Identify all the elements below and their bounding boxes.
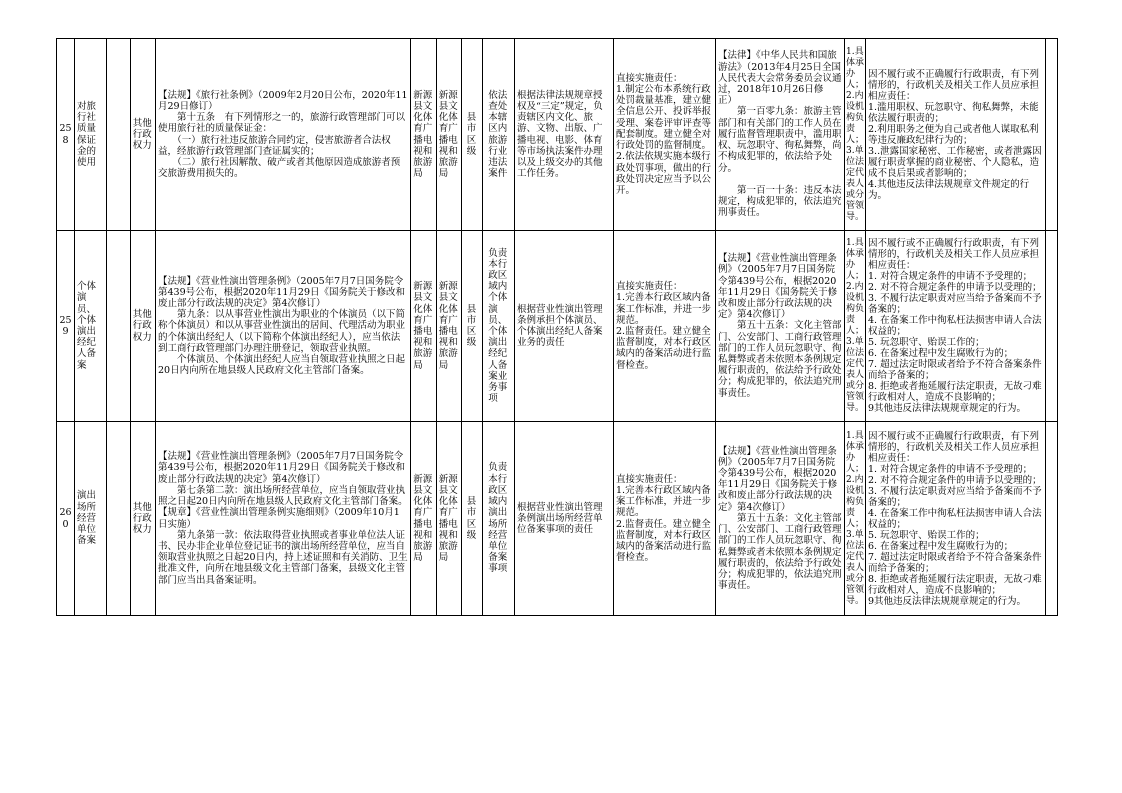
power-category-text: 其他行政权力 bbox=[132, 117, 152, 152]
implementing-body bbox=[411, 231, 437, 422]
legal-basis bbox=[156, 39, 411, 231]
sub-item-cell bbox=[107, 231, 131, 422]
duty-scope bbox=[483, 231, 515, 422]
jurisdiction-level bbox=[462, 422, 483, 616]
power-category bbox=[131, 39, 156, 231]
jurisdiction-level bbox=[462, 39, 483, 231]
power-category-text: 其他行政权力 bbox=[132, 501, 152, 536]
sub-item-cell bbox=[107, 422, 131, 616]
power-category bbox=[131, 422, 156, 616]
power-category-text: 其他行政权力 bbox=[132, 309, 152, 343]
table-row bbox=[57, 39, 1058, 231]
table-row bbox=[57, 231, 1058, 422]
responsibility-content-text: 直接实施责任： 1.完善本行政区域内备案工作标准，并进一步规范。 2.监督责任。建立健全监督制度，对本行政区域内的备案活动进行监督检查。 bbox=[616, 473, 712, 564]
duty-scope bbox=[483, 422, 515, 616]
legal-basis-text: 【法规】《营业性演出管理条例》（2005年7月7日国务院令第439号公布，根据2020年11月29日《国务院关于修改和废止部分行政法规的决定》第4次修订） 第九条：以从事营业性演出为职业的个体演员（以下简称个体演员）和以从事营业性演出的居间、代理活动为职业的个体演出经纪人（以下简称个体演出经纪人），应当依法到工商行政管理部门办理注册登记，领取营业执照。 个体演员、个体演出经纪人应当自领取营业执照之日起20日内向所在地县级人民政府文化主管部门备案。 bbox=[158, 275, 406, 377]
row-number-text: 258 bbox=[59, 123, 72, 146]
legal-basis bbox=[156, 422, 411, 616]
item-name-text: 个体演员、个体演出经纪人备案 bbox=[77, 281, 97, 371]
duty-scope bbox=[483, 39, 515, 231]
responsibility-content bbox=[614, 39, 716, 231]
remarks-cell bbox=[1046, 422, 1058, 616]
accountability-basis bbox=[716, 422, 845, 616]
responsible-unit-text: 新源县文化体育广播电视和旅游局 bbox=[438, 473, 458, 564]
responsible-persons-text: 1.具体承办人； 2.内设机构负责人； 3.单位法定代表人或分管领导。 bbox=[846, 238, 865, 413]
jurisdiction-level-text: 县市区级 bbox=[466, 496, 477, 541]
responsibility-content-text: 直接实施责任： 1.完善本行政区域内备案工作标准，并进一步规范。 2.监督责任。建立健全监督制度，对本行政区域内的备案活动进行监督检查。 bbox=[616, 281, 712, 371]
accountability-basis-text: 【法律】《中华人民共和国旅游法》（2013年4月25日全国人民代表大会常务委员会议通过，2018年10月26日修正） 第一百零九条：旅游主管部门和有关部门的工作人员在履行监督管理职责中，滥用职权、玩忽职守、徇私舞弊，尚不构成犯罪的，依法给予处分。 第一百一十条：违反本法规定，构成犯罪的，依法追究刑事责任。 bbox=[718, 50, 842, 219]
duty-scope-text: 负责本行政区域内个体演员、个体演出经纪人备案业务事项 bbox=[488, 247, 508, 405]
responsibility-basis-text: 根据营业性演出管理条例演出场所经营单位备案事项的责任 bbox=[517, 501, 603, 536]
row-number bbox=[57, 39, 75, 231]
accountability-cases bbox=[866, 231, 1046, 422]
responsible-unit bbox=[437, 231, 462, 422]
legal-basis-text: 【法规】《旅行社条例》（2009年2月20日公布，2020年11月29日修订） 第十五条 有下列情形之一的，旅游行政管理部门可以使用旅行社的质量保证金： （一）旅行社违反旅游合同约定，侵害旅游者合法权益，经旅游行政管理部门查证属实的； （二）旅行社因解散、破产或者其他原因造成旅游者预交旅游费用损失的。 bbox=[158, 89, 408, 180]
accountability-basis-text: 【法规】《营业性演出管理条例》（2005年7月7日国务院令第439号公布，根据2020年11月29日《国务院关于修改和废止部分行政法规的决定》第4次修订） 第五十五条：文化主管部门、公安部门、工商行政管理部门的工作人员玩忽职守、徇私舞弊或者未依照本条例规定履行职责的，依法给予行政处分；构成犯罪的，依法追究刑事责任。 bbox=[718, 253, 842, 399]
legal-basis-text: 【法规】《营业性演出管理条例》（2005年7月7日国务院令第439号公布，根据2020年11月29日《国务院关于修改和废止部分行政法规的决定》第4次修订） 第七条第二款：演出场所经营单位，应当自领取营业执照之日起20日内向所在地县级人民政府文化主管部门备案。 【规章】《营业性演出管理条例实施细则》（2009年10月1日实施） 第九条第一款：依法取得营业执照或者事业单位法人证书、民办非企业单位登记证书的演出场所经营单位，应当自领取营业执照之日起20日内，持上述证照和有关消防、卫生批准文件，向所在地县级文化主管部门备案，县级文化主管部门应当出具备案证明。 bbox=[158, 451, 408, 586]
accountability-basis-text: 【法规】《营业性演出管理条例》（2005年7月7日国务院令第439号公布，根据2020年11月29日《国务院关于修改和废止部分行政法规的决定》第4次修订） 第五十五条：文化主管部门、公安部门、工商行政管理部门的工作人员玩忽职守、徇私舞弊或者未依照本条例规定履行职责的，依法给予行政处分；构成犯罪的，依法追究刑事责任。 bbox=[718, 445, 842, 592]
implementing-body-text: 新源县文化体育广播电视和旅游局 bbox=[413, 281, 433, 371]
implementing-body bbox=[411, 422, 437, 616]
remarks-cell bbox=[1046, 231, 1058, 422]
responsible-unit bbox=[437, 39, 462, 231]
remarks-cell bbox=[1046, 39, 1058, 231]
table-row bbox=[57, 422, 1058, 616]
jurisdiction-level bbox=[462, 231, 483, 422]
responsible-persons-text: 1.具体承办人； 2.内设机构负责人； 3.单位法定代表人或分管领导。 bbox=[846, 430, 865, 606]
legal-basis bbox=[156, 231, 411, 422]
item-name-text: 演出场所经营单位备案 bbox=[77, 490, 97, 547]
responsibility-basis bbox=[515, 231, 614, 422]
responsible-persons bbox=[845, 231, 866, 422]
responsibility-content-text: 直接实施责任： 1.制定公布本系统行政处罚裁量基准，建立健全信息公开、投诉举报受理、案卷评审评查等配套制度。建立健全对行政处罚的监督制度。 2.依法依规实施本级行政处罚事项，做出的行政处罚决定应当予以公开。 bbox=[616, 72, 712, 196]
responsibility-basis bbox=[515, 422, 614, 616]
responsibility-basis-text: 根据法律法规规章授权及“三定”规定，负责辖区内文化、旅游、文物、出版、广播电视、电影、体育等市场执法案件办理以及上级交办的其他工作任务。 bbox=[517, 89, 603, 180]
item-name bbox=[75, 231, 107, 422]
row-number-text: 260 bbox=[59, 507, 72, 530]
row-number bbox=[57, 422, 75, 616]
accountability-cases bbox=[866, 39, 1046, 231]
duty-scope-text: 依法查处本辖区内旅游行业违法案件 bbox=[488, 89, 508, 180]
duty-scope-text: 负责本行政区域内演出场所经营单位备案事项 bbox=[488, 462, 508, 575]
responsible-persons bbox=[845, 422, 866, 616]
power-list-table bbox=[56, 38, 1058, 616]
accountability-cases-text: 因不履行或不正确履行行政职责，有下列情形的，行政机关及相关工作人员应承担相应责任： 1. 对符合规定条件的申请不予受理的； 2. 对不符合规定条件的申请予以受理的； 3. 不履行法定职责对应当给予备案而不予备案的； 4. 在备案工作中徇私枉法损害申请人合法权益的； 5. 玩忽职守、贻误工作的； 6. 在备案过程中发生腐败行为的； 7. 超过法定时限或者给予不符合备案条件而给予备案的； 8. 拒绝或者拖延履行法定职责，无故刁难行政相对人，造成不良影响的； 9其他违反法律法规规章规定的行为。 bbox=[868, 430, 1042, 607]
accountability-cases-text: 因不履行或不正确履行行政职责，有下列情形的，行政机关及相关工作人员应承担相应责任： 1. 对符合规定条件的申请不予受理的； 2. 对不符合规定条件的申请予以受理的； 3. 不履行法定职责对应当给予备案而不予备案的； 4. 在备案工作中徇私枉法损害申请人合法权益的； 5. 玩忽职守、贻误工作的； 6. 在备案过程中发生腐败行为的； 7. 超过法定时限或者给予不符合备案条件而给予备案的； 8. 拒绝或者拖延履行法定职责，无故刁难行政相对人，造成不良影响的； 9其他违反法律法规规章规定的行为。 bbox=[868, 238, 1042, 414]
responsible-unit-text: 新源县文化体育广播电视和旅游局 bbox=[438, 89, 458, 180]
responsibility-content bbox=[614, 231, 716, 422]
responsible-unit-text: 新源县文化体育广播电视和旅游局 bbox=[438, 281, 458, 371]
item-name bbox=[75, 422, 107, 616]
responsibility-basis-text: 根据营业性演出管理条例承担个体演员、个体演出经纪人备案业务的责任 bbox=[517, 303, 603, 349]
responsible-persons-text: 1.具体承办人； 2.内设机构负责人； 3.单位法定代表人或分管领导。 bbox=[846, 46, 865, 222]
jurisdiction-level-text: 县市区级 bbox=[466, 112, 477, 157]
responsibility-content bbox=[614, 422, 716, 616]
jurisdiction-level-text: 县市区级 bbox=[466, 303, 477, 349]
implementing-body-text: 新源县文化体育广播电视和旅游局 bbox=[413, 473, 433, 564]
responsible-unit bbox=[437, 422, 462, 616]
power-category bbox=[131, 231, 156, 422]
accountability-basis bbox=[716, 231, 845, 422]
implementing-body-text: 新源县文化体育广播电视和旅游局 bbox=[413, 89, 433, 180]
sub-item-cell bbox=[107, 39, 131, 231]
item-name bbox=[75, 39, 107, 231]
implementing-body bbox=[411, 39, 437, 231]
accountability-cases bbox=[866, 422, 1046, 616]
responsible-persons bbox=[845, 39, 866, 231]
row-number bbox=[57, 231, 75, 422]
responsibility-basis bbox=[515, 39, 614, 231]
row-number-text: 259 bbox=[59, 314, 72, 337]
item-name-text: 对旅行社质量保证金的使用 bbox=[77, 100, 97, 168]
accountability-cases-text: 因不履行或不正确履行行政职责，有下列情形的，行政机关及相关工作人员应承担相应责任： 1.滥用职权、玩忽职守、徇私舞弊，未能依法履行职责的； 2.利用职务之便为自己或者他人谋取私利等违反廉政纪律行为的； 3..泄露国家秘密、工作秘密，或者泄露因履行职责掌握的商业秘密、个人隐私，造成不良后果或者影响的； 4.其他违反法律法规规章文件规定的行为。 bbox=[868, 68, 1042, 201]
accountability-basis bbox=[716, 39, 845, 231]
